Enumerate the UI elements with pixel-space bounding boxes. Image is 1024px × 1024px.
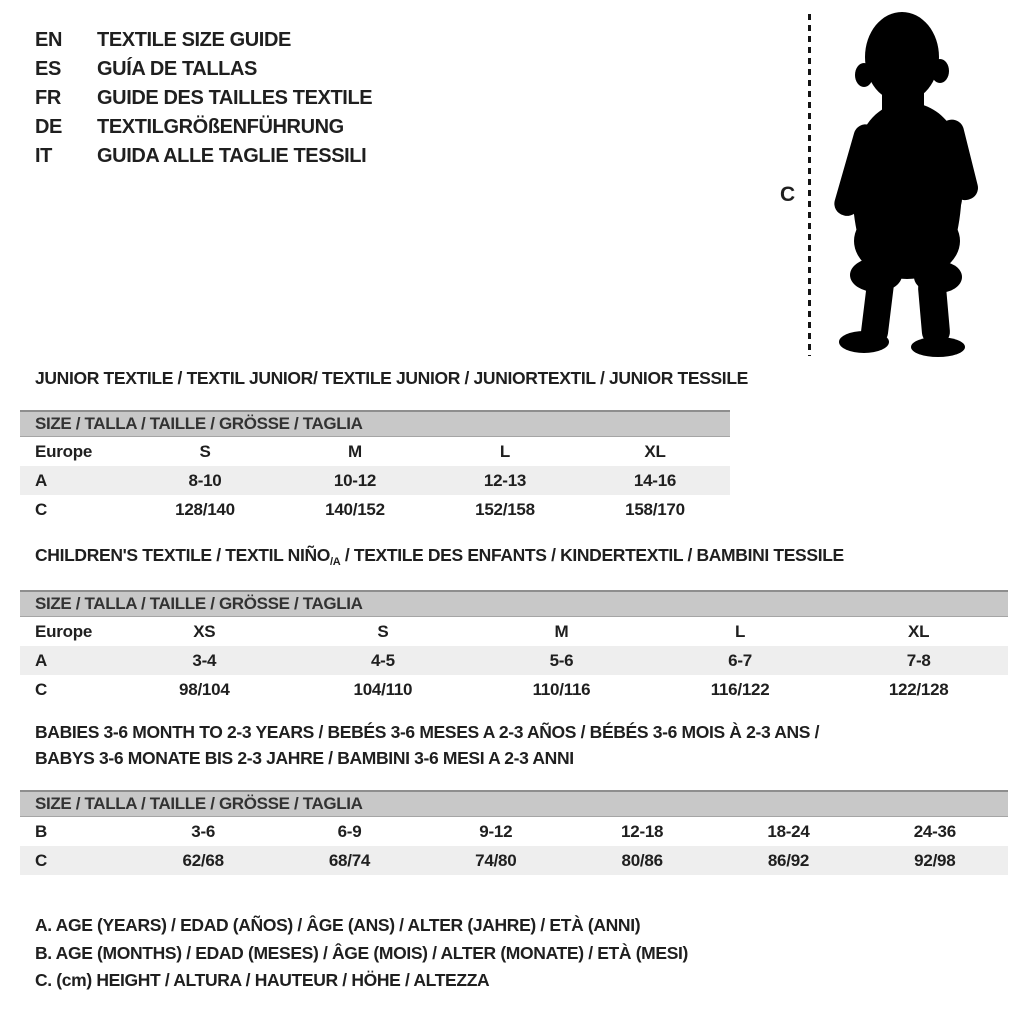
lang-title: GUIDA ALLE TAGLIE TESSILI [97,145,367,167]
lang-code: IT [35,145,52,167]
table-cell: 24-36 [913,822,956,841]
legend-line-c: C. (cm) HEIGHT / ALTURA / HAUTEUR / HÖHE / ALTEZZA [35,970,490,990]
row-label: Europe [35,622,93,641]
table-cell: 6-9 [337,822,362,841]
legend-line-b: B. AGE (MONTHS) / EDAD (MESES) / ÂGE (MOIS) / ALTER (MONATE) / ETÀ (MESI) [35,942,689,963]
table-row-europe [20,437,730,466]
table-row-height [20,495,730,524]
table-cell: S [199,442,211,461]
table-cell: XL [644,442,666,461]
table-cell: 98/104 [179,680,230,699]
junior-section-title: JUNIOR TEXTILE / TEXTIL JUNIOR/ TEXTILE JUNIOR / JUNIORTEXTIL / JUNIOR TESSILE [35,368,748,388]
table-cell: L [499,442,511,461]
children-section-title [35,545,844,572]
lang-code: EN [35,29,62,51]
lang-row-es [35,55,372,84]
table-cell: 110/116 [532,680,591,699]
table-cell: 152/158 [475,500,535,519]
table-cell: 4-5 [370,651,395,670]
children-title-subscript: /A [330,556,341,568]
table-cell: 10-12 [333,471,377,490]
lang-row-en [35,26,372,55]
table-cell: 18-24 [767,822,810,841]
size-header-bar: SIZE / TALLA / TAILLE / GRÖSSE / TAGLIA [20,410,730,437]
babies-title-line2: BABYS 3-6 MONATE BIS 2-3 JAHRE / BAMBINI 3-6 MESI A 2-3 ANNI [35,748,574,768]
lang-title: GUIDE DES TAILLES TEXTILE [97,87,373,109]
row-label: C [35,851,48,870]
height-measure-label: C [780,183,795,206]
table-cell: 128/140 [175,500,235,519]
lang-row-de [35,113,372,142]
legend [35,912,688,995]
table-cell: S [377,622,389,641]
babies-section-title [35,719,819,771]
table-cell: 5-6 [549,651,574,670]
row-label: A [35,651,48,670]
table-cell: 92/98 [914,851,956,870]
table-row-age [20,466,730,495]
table-cell: 68/74 [328,851,371,870]
lang-row-fr [35,84,372,113]
lang-title: TEXTILGRÖßENFÜHRUNG [97,116,344,138]
table-cell: 9-12 [479,822,513,841]
toddler-silhouette [818,5,983,357]
row-label: Europe [35,442,93,461]
table-cell: 12-13 [483,471,527,490]
babies-size-table [20,790,1008,875]
lang-code: ES [35,58,61,80]
table-cell: L [735,622,746,641]
language-title-list [35,26,372,171]
table-cell: XL [908,622,930,641]
table-cell: 158/170 [625,500,685,519]
lang-title: TEXTILE SIZE GUIDE [97,29,291,51]
row-label: B [35,822,48,841]
table-cell: 140/152 [325,500,385,519]
children-size-table [20,590,1008,704]
table-cell: 74/80 [475,851,517,870]
table-cell: 104/110 [353,680,413,699]
table-cell: 62/68 [182,851,224,870]
table-cell: M [348,442,362,461]
lang-title: GUÍA DE TALLAS [97,58,257,80]
lang-row-it [35,142,372,171]
table-cell: XS [193,622,216,641]
size-header-bar: SIZE / TALLA / TAILLE / GRÖSSE / TAGLIA [20,590,1008,617]
table-row-months [20,817,1008,846]
table-row-age [20,646,1008,675]
height-measure-dotted-line [808,14,811,356]
table-row-height [20,846,1008,875]
table-row-europe [20,617,1008,646]
table-cell: 14-16 [633,471,677,490]
lang-code: FR [35,87,61,109]
table-cell: 116/122 [710,680,770,699]
table-cell: 3-4 [192,651,217,670]
children-title-post: / TEXTILE DES ENFANTS / KINDERTEXTIL / BAMBINI TESSILE [340,545,844,565]
babies-title-line1: BABIES 3-6 MONTH TO 2-3 YEARS / BEBÉS 3-6 MESES A 2-3 AÑOS / BÉBÉS 3-6 MOIS À 2-3 ANS / [35,722,820,742]
size-header-bar: SIZE / TALLA / TAILLE / GRÖSSE / TAGLIA [20,790,1008,817]
table-row-height [20,675,1008,704]
junior-size-table [20,410,730,524]
legend-line-a: A. AGE (YEARS) / EDAD (AÑOS) / ÂGE (ANS) / ALTER (JAHRE) / ETÀ (ANNI) [35,915,641,935]
table-cell: 80/86 [621,851,663,870]
row-label: C [35,500,48,519]
row-label: A [35,471,48,490]
children-title-pre: CHILDREN'S TEXTILE / TEXTIL NIÑO [35,545,331,565]
lang-code: DE [35,116,62,138]
table-cell: 3-6 [191,822,216,841]
table-cell: 6-7 [728,651,752,670]
table-cell: 12-18 [621,822,664,841]
table-cell: M [554,622,569,641]
table-cell: 122/128 [888,680,949,699]
table-cell: 8-10 [188,471,222,490]
table-cell: 7-8 [906,651,931,670]
row-label: C [35,680,48,699]
table-cell: 86/92 [767,851,810,870]
